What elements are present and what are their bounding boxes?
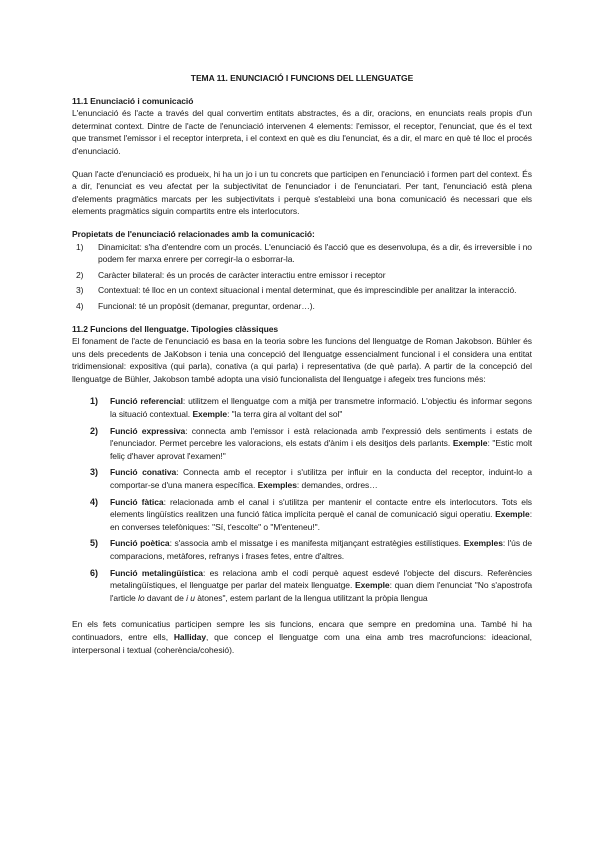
function-item-poetica: 5) Funció poètica: s'associa amb el missatge i es manifesta mitjançant estratègies estilístiques. Exemples: l'ús de comparacions, metàfores, refranys i frases fetes, entre d'altres. — [90, 538, 533, 561]
functions-list — [72, 395, 532, 604]
function-item-referencial: 1) Funció referencial: utilitzem el llenguatge com a mitjà per transmetre informació. L'objectiu és informar segons la situació contextual. Exemple: "la terra gira al voltant del sol" — [90, 396, 532, 420]
document-page — [72, 72, 532, 656]
list-item: 2) Caràcter bilateral: és un procés de caràcter interactiu entre emissor i receptor — [76, 269, 386, 280]
properties-list — [72, 241, 532, 313]
properties-heading: Propietats de l'enunciació relacionades amb la comunicació: — [72, 228, 315, 239]
section-2-paragraph-1: El fonament de l'acte de l'enunciació es basa en la teoria sobre les funcions del llenguatge de Roman Jakobson. Bühler és uns dels precedents de JaKobson i tenia una concepció del llenguatge essencialment funcional i el considera una entitat tridimensional: expositiva (qui parla), conativa (a qui parla) i representativa (de què parla). A partir de la concepció del llenguatge de Bühler, Jakobson també adopta una visió funcionalista del llenguatge i afegeix tres funcions més: — [72, 336, 532, 384]
function-item-metalinguistica: 6) Funció metalingüística: es relaciona amb el codi perquè aquest esdevé l'objecte del discurs. Referències metalingüístiques, el llenguatge per parlar del mateix llenguatge. Exemple: quan diem l'enunciat "No s'apostrofa l'article lo davant de i u àtones", estem parlant de la llengua utilitzant la pròpia llengua — [90, 567, 533, 603]
closing-paragraph: En els fets comunicatius participen sempre les sis funcions, encara que sempre en predomina una. També hi ha continuadors, entre ells, Halliday, que concep el llenguatge com una eina amb tres macrofuncions: ideacional, interpersonal i textual (coherència/cohesió). — [72, 619, 532, 655]
list-item: 3) Contextual: té lloc en un context situacional i mental determinat, que és imprescindible per analitzar la interacció. — [76, 285, 517, 296]
function-item-conativa: 3) Funció conativa: Connecta amb el receptor i s'utilitza per influir en la conducta del receptor, induint-lo a comportar-se d'una manera específica. Exemples: demandes, ordres… — [90, 467, 532, 491]
function-item-fatica: 4) Funció fàtica: relacionada amb el canal i s'utilitza per mantenir el contacte entre els interlocutors. Tots els elements lingüístics realitzen una funció fàtica implícita perquè el canal de comunicació sigui operatiu. Exemple: en converses telefòniques: "Sí, t'escolte" o "M'enteneu!". — [90, 496, 532, 532]
section-1-paragraph-2: Quan l'acte d'enunciació es produeix, hi ha un jo i un tu concrets que participen en l'enunciació i formen part del context. És a dir, l'enunciat es veu afectat per la subjectivitat de l'enunciador i de l'enunciatari. Per tant, l'enunciació està plena d'elements pragmàtics marcats per les subjectivitats i perquè s'estableixi una bona comunicació és necessari que els elements pragmàtics siguin compartits entre els interlocutors. — [72, 168, 532, 217]
section-1-heading: 11.1 Enunciació i comunicació — [72, 95, 194, 106]
function-item-expressiva: 2) Funció expressiva: connecta amb l'emissor i està relacionada amb l'expressió dels sentiments i estats de l'enunciador. Permet percebre les valoracions, els estats d'ànim i els desitjos dels parlants. Exemple: "Estic molt feliç d'haver aprovat l'examen!" — [90, 425, 533, 461]
document-title: TEMA 11. ENUNCIACIÓ I FUNCIONS DEL LLENGUATGE — [190, 73, 414, 83]
section-1-paragraph-1: L'enunciació és l'acte a través del qual convertim entitats abstractes, és a dir, oracions, en enunciats reals propis d'un determinat context. Dintre de l'acte de l'enunciació intervenen 4 elements: l'emissor, el receptor, l'enunciat, que és el text que transmet l'emissor i el receptor interpreta, i el context en què es diu l'enunciat, és a dir, el marc en què té lloc el procés d'enunciació. — [72, 108, 532, 156]
section-2-heading: 11.2 Funcions del llenguatge. Tipologies clàssiques — [72, 323, 279, 334]
list-item: 1) Dinamicitat: s'ha d'entendre com un procés. L'enunciació és l'acció que es desenvolupa, és a dir, és irreversible i no podem fer marxa enrere per corregir-la o esborrar-la. — [76, 241, 532, 265]
list-item: 4) Funcional: té un propòsit (demanar, preguntar, ordenar…). — [76, 300, 315, 311]
